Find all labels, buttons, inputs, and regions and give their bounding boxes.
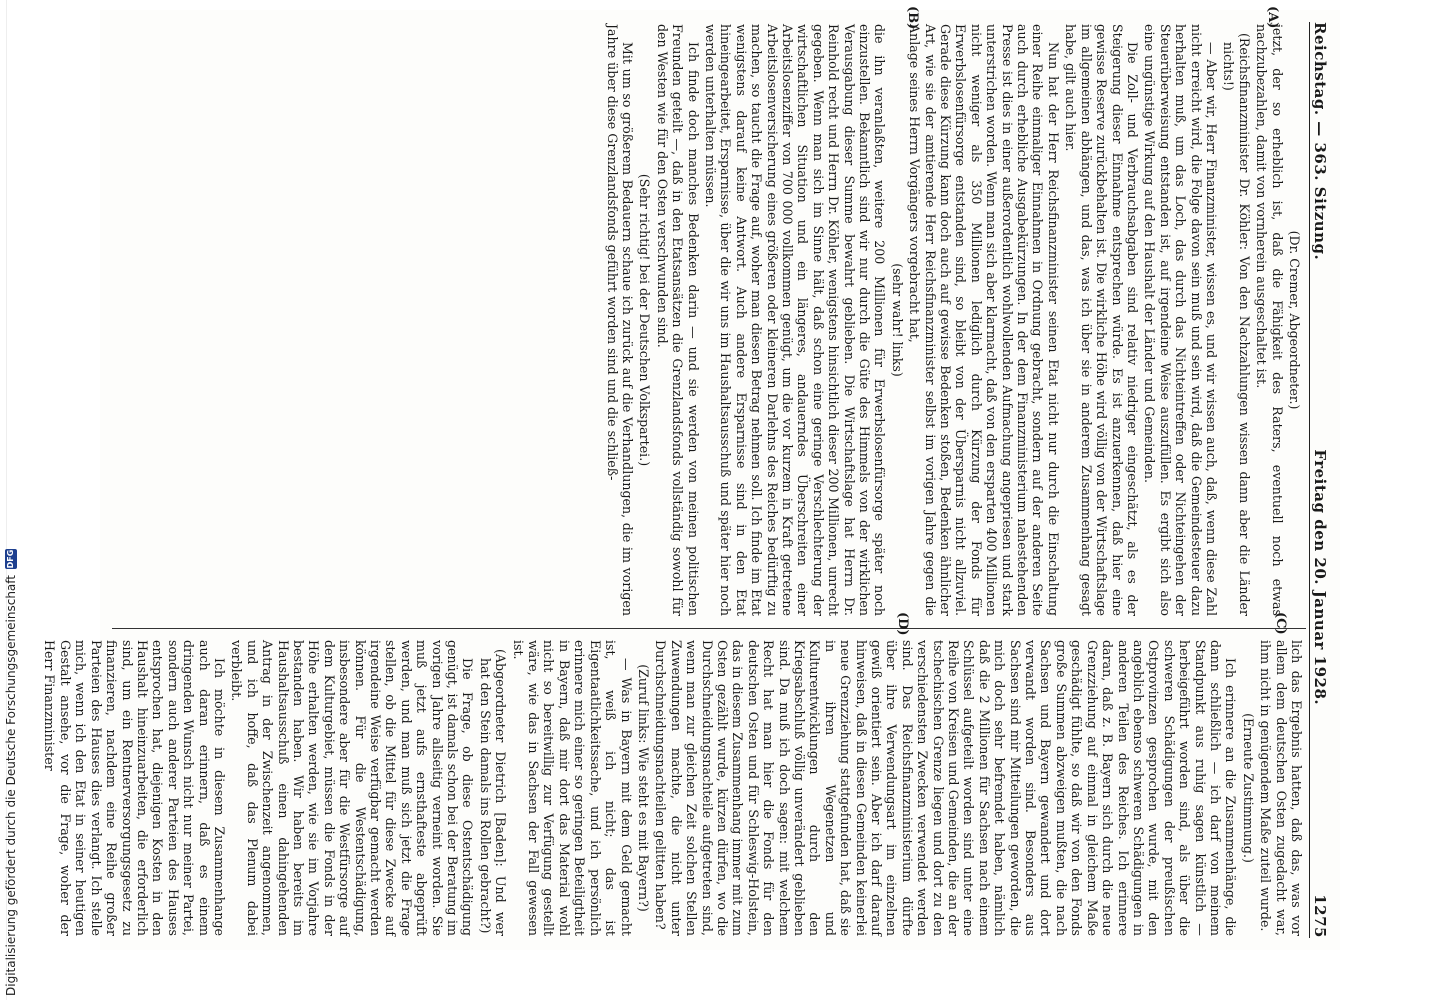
scanned-page	[42, 6, 1340, 950]
paragraph: Die Frage, ob diese Ostentschädigung genügt, ist damals schon bei der Beratung im vorigen Jahre allseitig verneint worden. Sie muß jetzt aufs ernsthafteste abgeprüft werden, und man muß sich jetzt die Frage stellen, ob die Mittel für diese Zwecke auf irgendeine Weise verfügbar gemacht werden können. Für die Westentschädigung, insbesondere aber für die Westfürsorge auf dem Kulturgebiet, müssen die Fonds in der Höhe erhalten werden, wie sie im Vorjahre bestanden haben. Wir haben bereits im Haushaltsausschuß einen dahingehenden Antrag in der Zwischenzeit angenommen, und ich hoffe, daß das Plenum dabei verbleibt.	[229, 640, 476, 936]
paragraph: Nun hat der Herr Reichsfinanzminister seinen Etat nicht nur durch die Einschaltung einer Reihe einmaliger Einnahmen in Ordnung gebracht, sondern auf der anderen Seite auch durch erhebliche Ausgabekürzungen. In der dem Finanzministerium nahestehenden Presse ist dies in einer außerordentlich wohlwollenden Aufmachung angepriesen und stark unterstrichen worden. Wenn man sich aber klarmacht, daß von den ersparten 400 Millionen nicht weniger als 350 Millionen lediglich durch Kürzung der Fonds für Erwerbslosenfürsorge entstanden sind, so bleibt von der Übersparnis nicht allzuviel. Gerade diese Kürzung kann doch auch auf gewisse Bedenken stoßen, Bedenken ähnlicher Art, wie sie der amtierende Herr Reichsfinanzminister selbst im vorigen Jahre gegen die Anlage seines Herrn Vorgängers vorgebracht hat,	[907, 24, 1061, 616]
left-column	[602, 24, 1304, 616]
paragraph: jetzt, der so erheblich ist, daß die Fähigkeit des Raters, eventuell noch etwas nachzubezahlen, damit von vornherein ausgeschaltet ist.	[1254, 24, 1285, 616]
header-left: Reichstag. — 363. Sitzung.	[1311, 22, 1330, 261]
digitization-credit	[0, 0, 22, 996]
rotated-page-content	[42, 6, 1340, 950]
margin-marker-c: (C)	[1273, 612, 1288, 635]
paragraph: die ihn veranlaßten, weitere 200 Millionen für Erwerbslosenfürsorge später noch einzustellen. Bekanntlich sind wir nur durch die Güte des Himmels von der wirklichen Verausgabung dieser Summe bewahrt geblieben. Die Wirtschaftslage hat Herrn Dr. Reinhold recht und Herrn Dr. Köhler, wenigstens hinsichtlich dieser 200 Millionen, unrecht gegeben. Wenn man sich im Sinne hält, daß schon eine geringe Verschlechterung der wirtschaftlichen Situation und ein längeres, andauerndes Überschreiten einer Arbeitslosenziffer von 700 000 vollkommen genügt, um die vor kurzem in Kraft getretene Arbeitslosenversicherung eines größeren oder kleineren Darlehns des Reiches bedürftig zu machen, so taucht die Frage auf, woher man diesen Betrag nehmen soll. Ich finde im Etat wenigstens darauf keine Antwort. Auch andere Ersparnisse sind in den Etat hineingearbeitet, Ersparnisse, über die wir uns im Haushaltsausschuß und später hier noch werden unterhalten müssen.	[702, 24, 888, 616]
margin-marker-b: (B)	[905, 6, 920, 30]
page-header	[1312, 22, 1336, 938]
margin-marker-d: (D)	[895, 612, 910, 636]
credit-text: Digitalisierung gefördert durch die Deutsche Forschungsgemeinschaft	[4, 574, 18, 996]
paragraph: Die Zoll- und Verbrauchsabgaben sind relativ niedriger eingeschätzt, als es der Steigerung dieser Einnahme entsprechen würde. Es ist anzuerkennen, daß hier eine gewisse Reserve zurückbehalten ist. Die wirkliche Höhe wird völlig von der Wirtschaftslage im allgemeinen abhängen, und das, was ich über sie in anderem Zusammenhang gesagt habe, gilt auch hier.	[1063, 24, 1140, 616]
paragraph: Mit um so größerem Bedauern schaue ich zurück auf die Verhandlungen, die im vorigen Jahre über diese Grenzlandsfonds geführt worden sind und die schließ-	[604, 24, 635, 616]
header-rule	[1309, 22, 1310, 938]
paragraph: lich das Ergebnis hatten, daß das, was vor allem dem deutschen Osten zugedacht war, ihm nicht in genügendem Maße zuteil wurde.	[1258, 640, 1304, 936]
paragraph: Ich möchte in diesem Zusammenhange auch daran erinnern, daß es einem dringenden Wunsch nicht nur meiner Partei, sondern auch anderer Parteien des Hauses entsprochen hat, diejenigen Kosten in den Haushalt hineinzuarbeiten, die erforderlich sind, um ein Rentnerversorgungsgesetz zu finanzieren, nachdem eine Reihe großer Parteien des Hauses dies verlangt. Ich stelle mich, wenn ich den Etat in seiner heutigen Gestalt ansehe, vor die Frage, woher der Herr Finanzminister	[42, 640, 227, 936]
header-date: Freitag den 20. Januar 1928.	[1311, 449, 1330, 706]
paragraph: Ich erinnere an die Zusammenhänge, die dann schließlich — ich darf von meinem Standpunkt aus ruhig sagen künstlich — herbeigeführt worden sind, als über die schweren Schädigungen der preußischen Ostprovinzen gesprochen wurde, mit den angeblich ebenso schweren Schädigungen in anderen Teilen des Reiches. Ich erinnere daran, daß z. B. Bayern sich durch die neue Grenzziehung auf einmal in gleichem Maße geschädigt fühlte, so daß wir von den Fonds große Summen abzweigen mußten, die nach Sachsen und Bayern gewandert und dort verwandt worden sind. Besonders aus Sachsen sind mir Mitteilungen geworden, die mich doch sehr befremdet haben, nämlich daß die 2 Millionen für Sachsen nach einem Schlüssel aufgeteilt worden sind unter eine Reihe von Kreisen und Gemeinden, die an der tschechischen Grenze liegen und dort zu den verschiedensten Zwecken verwendet werden sind. Das Reichsfinanzministerium dürfte über ihre Verwendungsart im einzelnen gewiß orientiert sein. Aber ich darf darauf hinweisen, daß in diesen Gemeinden keinerlei neue Grenzziehung stattgefunden hat, daß sie in ihren Wegenetzen und Kulturentwicklungen durch den Kriegsabschluß völlig unverändert geblieben sind. Da muß ich doch sagen: mit welchem Recht hat man hier die Fonds für den deutschen Osten und für Schleswig-Holstein, das in diesem Zusammenhang immer mit zum Osten gezählt wurde, kürzen dürfen, wo die Durchschneidungsnachteile aufgetreten sind, wenn man zur gleichen Zeit solchen Stellen Zuwendungen machte, die nicht unter Durchschneidungsnachteilen gelitten haben?	[653, 640, 1239, 936]
interjection: (sehr wahr! links)	[889, 263, 905, 377]
interjection: (Sehr richtig! bei der Deutschen Volkspartei.)	[637, 173, 653, 467]
interjection: (Erneute Zustimmung.)	[1240, 713, 1256, 863]
paragraph: Ich finde doch manches Bedenken darin — und sie werden von meinen politischen Freunden geteilt —, daß in den Etatsansätzen die Grenzlandsfonds vollständig sowohl für den Westen wie für den Osten verschwunden sind.	[654, 24, 701, 616]
page-number: 1275	[1311, 894, 1330, 938]
margin-marker-a: (A)	[1265, 6, 1280, 29]
interjection: (Reichsfinanzminister Dr. Köhler: Von den Nachzahlungen wissen dann aber die Länder nichts!)	[1221, 33, 1252, 616]
paragraph: — Was in Bayern mit dem Geld gemacht ist, weiß ich nicht; das ist Eigentaatlichkeitssache, und ich persönlich erinnere mich einer so geringen Beteiligtheit in Bayern, daß mir dort das Material wohl nicht so bereitwillig zur Verfügung gestellt wäre, wie das in Sachsen der Fall gewesen ist.	[510, 640, 634, 936]
speaker-attribution: (Dr. Cremer, Abgeordneter.)	[1287, 230, 1302, 410]
right-column	[40, 640, 1304, 936]
dfg-logo-icon: DFG	[6, 549, 15, 569]
paragraph: — Aber wir, Herr Finanzminister, wissen es, und wir wissen auch, daß, wenn diese Zahl nicht erreicht wird, die Folge davon sein muß und sein wird, daß die Gemeindesteuer dazu herhalten muß, um das Loch, das durch das Nichteintreffen oder Nichteingehen der Steuerüberweisung entstanden ist, auf irgendeine Weise auszufüllen. Es ergibt sich also eine ungünstige Wirkung auf den Haushalt der Länder und Gemeinden.	[1142, 24, 1219, 616]
column-divider	[112, 628, 1306, 629]
interjection: (Zuruf links: Wie steht es mit Bayern?)	[635, 664, 651, 912]
interjection: (Abgeordneter Dietrich [Baden]: Und wer hat den Stein damals ins Rollen gebracht?)	[477, 649, 509, 936]
